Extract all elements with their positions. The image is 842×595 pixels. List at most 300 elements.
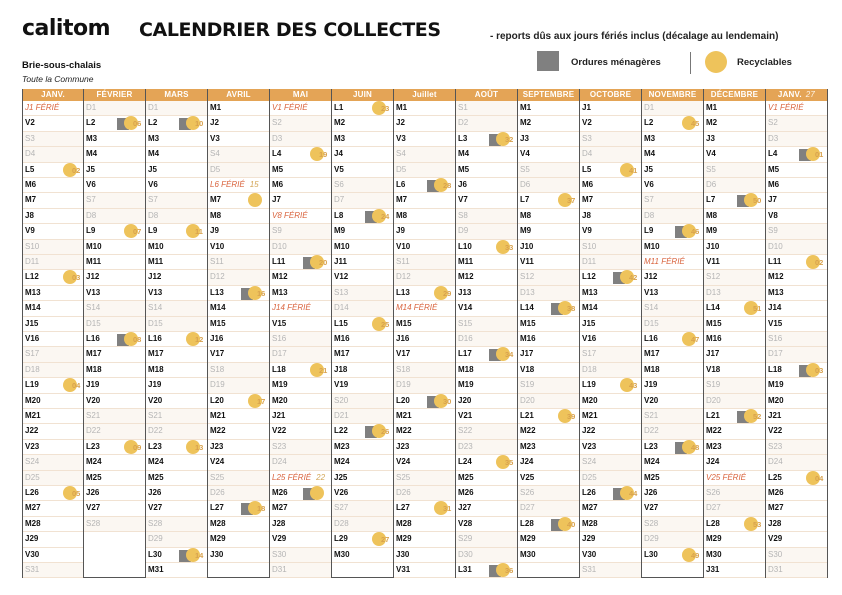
day-cell	[766, 347, 827, 362]
day-label: J29	[25, 534, 39, 544]
day-label: M23	[706, 441, 722, 451]
day-label: D11	[582, 257, 597, 266]
day-label: J10	[706, 241, 720, 251]
day-cell	[208, 286, 269, 301]
day-label: D10	[768, 241, 783, 251]
day-label: M25	[644, 472, 660, 482]
day-label: J16	[210, 334, 224, 343]
day-label: L24	[458, 457, 472, 467]
day-cell	[208, 532, 269, 547]
day-label: M1	[210, 103, 222, 112]
day-label: D3	[272, 133, 283, 143]
day-label: J9	[210, 226, 219, 236]
day-cell	[146, 486, 207, 501]
week-number: 45	[691, 119, 700, 129]
holiday-label: V1 FÉRIÉ	[768, 103, 804, 112]
day-cell	[518, 286, 579, 301]
day-label: M22	[706, 426, 722, 436]
day-cell	[146, 409, 207, 424]
week-number: 46	[691, 227, 700, 237]
day-label: S9	[272, 226, 282, 236]
day-label: J23	[210, 441, 224, 451]
month-name: NOVEMBRE	[648, 90, 697, 99]
week-number: 21	[319, 365, 328, 375]
day-label: D20	[706, 395, 721, 405]
day-label: D14	[334, 303, 349, 313]
month-column	[146, 89, 208, 578]
day-label: M11	[458, 257, 474, 266]
day-label: J5	[644, 164, 653, 174]
day-cell	[270, 363, 331, 378]
day-label: S12	[706, 272, 721, 282]
day-cell	[642, 455, 703, 470]
day-label: M28	[25, 518, 41, 528]
day-cell	[332, 332, 393, 347]
day-cell	[642, 409, 703, 424]
day-label: M20	[582, 395, 598, 405]
month-name: MAI	[292, 90, 309, 99]
day-label: V9	[582, 226, 592, 236]
day-label: M6	[272, 180, 284, 189]
day-label: M19	[458, 380, 474, 390]
day-cell	[642, 332, 703, 347]
month-header	[518, 89, 579, 101]
day-label: S21	[644, 411, 659, 420]
day-cell	[518, 132, 579, 147]
day-cell	[766, 255, 827, 270]
day-cell	[642, 209, 703, 224]
day-label: M4	[148, 149, 160, 159]
day-label: S21	[148, 411, 163, 420]
day-label: D13	[706, 287, 721, 297]
holiday-label: J1 FÉRIÉ	[25, 103, 60, 112]
day-label: L5	[25, 164, 35, 174]
day-cell	[23, 517, 83, 532]
day-cell	[766, 224, 827, 239]
day-label: D25	[25, 472, 40, 482]
day-label: D19	[210, 380, 225, 390]
day-cell	[580, 378, 641, 393]
day-cell	[766, 240, 827, 255]
day-label: S27	[334, 503, 349, 513]
day-cell	[84, 424, 145, 439]
day-label: V28	[458, 518, 473, 528]
day-cell	[146, 455, 207, 470]
day-label: S9	[768, 226, 778, 236]
day-label: M10	[86, 241, 102, 251]
day-cell	[332, 178, 393, 193]
day-label: M22	[396, 426, 412, 436]
day-label: J31	[706, 565, 720, 574]
day-cell	[518, 455, 579, 470]
day-cell	[394, 317, 455, 332]
day-cell	[208, 101, 269, 116]
day-label: S10	[25, 241, 40, 251]
month-header	[580, 89, 641, 101]
day-label: J13	[458, 287, 472, 297]
day-label: J23	[396, 441, 410, 451]
month-header	[208, 89, 269, 101]
week-number: 36	[505, 566, 514, 575]
day-label: L19	[25, 380, 39, 390]
day-cell	[580, 486, 641, 501]
day-cell	[580, 101, 641, 116]
week-number: 09	[133, 442, 142, 452]
week-number: 37	[567, 196, 576, 206]
day-label: L3	[458, 133, 468, 143]
day-cell	[456, 378, 517, 393]
day-label: S28	[644, 518, 659, 528]
day-label: J7	[768, 195, 777, 205]
day-label: M3	[148, 133, 160, 143]
day-cell	[704, 178, 765, 193]
day-cell	[456, 301, 517, 316]
day-label: J2	[396, 118, 405, 128]
day-label: J19	[86, 380, 100, 390]
day-cell	[580, 132, 641, 147]
day-cell	[270, 209, 331, 224]
day-label: D27	[520, 503, 535, 513]
day-label: L10	[458, 241, 472, 251]
day-cell	[23, 116, 83, 131]
day-label: S28	[86, 518, 101, 528]
day-cell	[332, 193, 393, 208]
week-number: 30	[443, 396, 452, 406]
day-label: D17	[272, 349, 287, 359]
day-label: D20	[520, 395, 535, 405]
day-label: V30	[582, 549, 597, 559]
day-label: L26	[582, 488, 596, 497]
day-cell	[766, 286, 827, 301]
week-number: 20	[319, 258, 328, 267]
day-cell	[394, 240, 455, 255]
day-label: S4	[210, 149, 220, 159]
day-label: L26	[25, 488, 39, 497]
day-cell	[332, 240, 393, 255]
day-cell	[518, 532, 579, 547]
day-cell	[146, 116, 207, 131]
day-label: S26	[706, 488, 721, 497]
day-label: M15	[396, 318, 412, 328]
day-label: D22	[644, 426, 659, 436]
day-label: S13	[334, 287, 349, 297]
day-label: M6	[25, 180, 37, 189]
day-cell	[270, 486, 331, 501]
day-cell	[766, 301, 827, 316]
month-header	[332, 89, 393, 101]
week-number: 27	[381, 535, 390, 545]
day-cell	[518, 363, 579, 378]
day-label: M29	[520, 534, 536, 544]
day-cell	[270, 424, 331, 439]
day-label: M21	[582, 411, 598, 420]
holiday-label: L6 FÉRIÉ 15	[210, 180, 259, 189]
day-cell	[23, 301, 83, 316]
day-label: V31	[396, 565, 411, 574]
day-label: M22	[210, 426, 226, 436]
day-cell	[580, 455, 641, 470]
day-label: D29	[148, 534, 163, 544]
day-cell	[146, 517, 207, 532]
day-label: L30	[148, 549, 162, 559]
day-cell	[642, 132, 703, 147]
day-label: M5	[768, 164, 780, 174]
day-label: V12	[334, 272, 349, 282]
day-label: M28	[582, 518, 598, 528]
day-label: D26	[210, 488, 225, 497]
day-cell	[270, 132, 331, 147]
day-label: S5	[706, 164, 716, 174]
day-cell	[23, 563, 83, 578]
day-label: S21	[86, 411, 101, 420]
day-cell	[704, 455, 765, 470]
day-label: L14	[520, 303, 534, 313]
day-cell	[394, 286, 455, 301]
day-label: M5	[272, 164, 284, 174]
day-label: S29	[458, 534, 473, 544]
day-cell	[208, 440, 269, 455]
day-label: V2	[25, 118, 35, 128]
week-number: 19	[319, 150, 328, 160]
calitom-logo: calitom	[22, 16, 111, 41]
day-label: D19	[396, 380, 411, 390]
day-label: S7	[644, 195, 654, 205]
day-cell	[23, 378, 83, 393]
day-label: J22	[25, 426, 39, 436]
day-cell	[332, 517, 393, 532]
commune-zone: Toute la Commune	[22, 74, 94, 84]
day-label: M27	[25, 503, 41, 513]
day-cell	[766, 317, 827, 332]
day-cell	[704, 517, 765, 532]
week-number: 16	[257, 288, 266, 298]
day-label: J26	[86, 488, 100, 497]
day-label: V20	[86, 395, 101, 405]
day-label: V21	[458, 411, 473, 420]
day-cell	[208, 178, 269, 193]
day-label: L16	[86, 334, 100, 343]
day-label: J28	[768, 518, 782, 528]
day-label: D30	[458, 549, 473, 559]
day-cell	[518, 517, 579, 532]
day-label: L12	[25, 272, 39, 282]
day-label: S16	[272, 334, 287, 343]
day-label: D8	[148, 210, 159, 220]
day-cell	[23, 409, 83, 424]
day-cell	[270, 332, 331, 347]
day-label: V23	[25, 441, 40, 451]
day-cell	[146, 240, 207, 255]
day-cell	[270, 409, 331, 424]
day-label: L14	[706, 303, 720, 313]
day-cell	[84, 471, 145, 486]
day-label: L9	[148, 226, 158, 236]
day-cell	[518, 178, 579, 193]
day-cell	[332, 132, 393, 147]
day-cell	[766, 132, 827, 147]
day-cell	[208, 471, 269, 486]
day-label: M29	[706, 534, 722, 544]
day-label: S18	[210, 364, 225, 374]
week-number: 12	[195, 335, 204, 344]
day-label: V13	[86, 287, 101, 297]
day-label: M26	[768, 488, 784, 497]
day-label: S16	[768, 334, 783, 343]
month-column	[208, 89, 270, 578]
day-cell	[332, 209, 393, 224]
day-label: D2	[458, 118, 469, 128]
day-cell	[270, 455, 331, 470]
day-cell	[208, 301, 269, 316]
day-label: V29	[768, 534, 783, 544]
day-label: V9	[25, 226, 35, 236]
day-cell	[642, 240, 703, 255]
day-cell	[704, 240, 765, 255]
day-cell	[394, 409, 455, 424]
month-header	[642, 89, 703, 101]
day-cell	[84, 317, 145, 332]
day-cell	[456, 363, 517, 378]
day-label: L7	[706, 195, 716, 205]
week-number: 03	[815, 365, 824, 375]
day-label: D15	[148, 318, 163, 328]
day-label: V13	[644, 287, 659, 297]
day-cell	[84, 255, 145, 270]
day-cell	[208, 394, 269, 409]
day-cell	[332, 440, 393, 455]
day-label: L2	[644, 118, 654, 128]
day-cell	[84, 455, 145, 470]
day-label: V15	[272, 318, 287, 328]
day-label: L30	[644, 549, 658, 559]
day-label: J15	[25, 318, 39, 328]
day-cell	[642, 224, 703, 239]
day-label: V23	[582, 441, 597, 451]
day-label: D5	[210, 164, 221, 174]
day-label: M13	[25, 287, 41, 297]
day-cell	[704, 532, 765, 547]
day-cell	[766, 471, 827, 486]
day-label: V24	[396, 457, 411, 467]
day-label: S7	[86, 195, 96, 205]
day-label: S14	[644, 303, 659, 313]
day-label: V27	[86, 503, 101, 513]
day-label: S19	[520, 380, 535, 390]
day-cell	[766, 178, 827, 193]
day-cell	[518, 209, 579, 224]
day-label: M8	[396, 210, 408, 220]
month-name: JANV.	[777, 90, 802, 99]
day-cell	[146, 317, 207, 332]
day-cell	[704, 193, 765, 208]
day-label: D25	[582, 472, 597, 482]
day-cell	[766, 193, 827, 208]
collection-calendar-grid	[22, 89, 829, 578]
month-column	[580, 89, 642, 578]
day-cell	[642, 471, 703, 486]
day-cell	[332, 394, 393, 409]
day-cell	[23, 101, 83, 116]
day-label: M25	[458, 472, 474, 482]
day-label: M26	[272, 488, 288, 497]
day-cell	[642, 286, 703, 301]
day-label: M10	[334, 241, 350, 251]
day-cell	[84, 347, 145, 362]
month-name: JUIN	[352, 90, 373, 99]
day-label: S15	[458, 318, 473, 328]
day-cell	[580, 240, 641, 255]
day-label: S24	[25, 457, 40, 467]
day-label: M25	[86, 472, 102, 482]
day-cell	[766, 101, 827, 116]
day-label: D1	[148, 103, 159, 112]
day-cell	[84, 193, 145, 208]
day-label: M9	[334, 226, 346, 236]
holiday-label: V1 FÉRIÉ	[272, 103, 308, 112]
day-label: L18	[272, 364, 286, 374]
month-name: FÉVRIER	[96, 90, 133, 99]
day-cell	[394, 101, 455, 116]
week-number: 24	[381, 211, 390, 221]
day-label: V10	[396, 241, 411, 251]
day-cell	[518, 409, 579, 424]
day-cell	[642, 193, 703, 208]
household-waste-legend-label: Ordures ménagères	[571, 57, 661, 68]
day-label: L31	[458, 565, 472, 574]
day-cell	[518, 193, 579, 208]
day-cell	[146, 563, 207, 578]
day-cell	[580, 178, 641, 193]
day-cell	[84, 409, 145, 424]
day-cell	[766, 209, 827, 224]
day-label: L11	[768, 257, 782, 266]
day-label: L17	[458, 349, 472, 359]
day-cell	[208, 501, 269, 516]
day-label: S26	[520, 488, 535, 497]
day-label: J1	[582, 103, 591, 112]
day-cell	[580, 270, 641, 285]
month-column	[84, 89, 146, 578]
day-label: M7	[210, 195, 222, 205]
day-cell	[208, 163, 269, 178]
day-cell	[208, 347, 269, 362]
day-cell	[208, 363, 269, 378]
day-label: S6	[334, 180, 344, 189]
day-label: J12	[86, 272, 100, 282]
day-label: S25	[396, 472, 411, 482]
day-label: S7	[148, 195, 158, 205]
day-cell	[704, 486, 765, 501]
day-cell	[23, 532, 83, 547]
day-label: S14	[86, 303, 101, 313]
day-label: M12	[272, 272, 288, 282]
week-number: 03	[72, 273, 81, 283]
day-cell	[270, 440, 331, 455]
day-cell	[394, 347, 455, 362]
week-number: 07	[133, 227, 142, 237]
day-cell	[332, 301, 393, 316]
day-label: D18	[25, 364, 40, 374]
month-column	[270, 89, 332, 578]
day-label: V20	[148, 395, 163, 405]
day-label: M24	[148, 457, 164, 467]
day-cell	[394, 548, 455, 563]
day-cell	[23, 147, 83, 162]
day-cell	[332, 363, 393, 378]
day-cell	[766, 548, 827, 563]
week-number: 42	[629, 273, 638, 283]
day-cell	[394, 363, 455, 378]
